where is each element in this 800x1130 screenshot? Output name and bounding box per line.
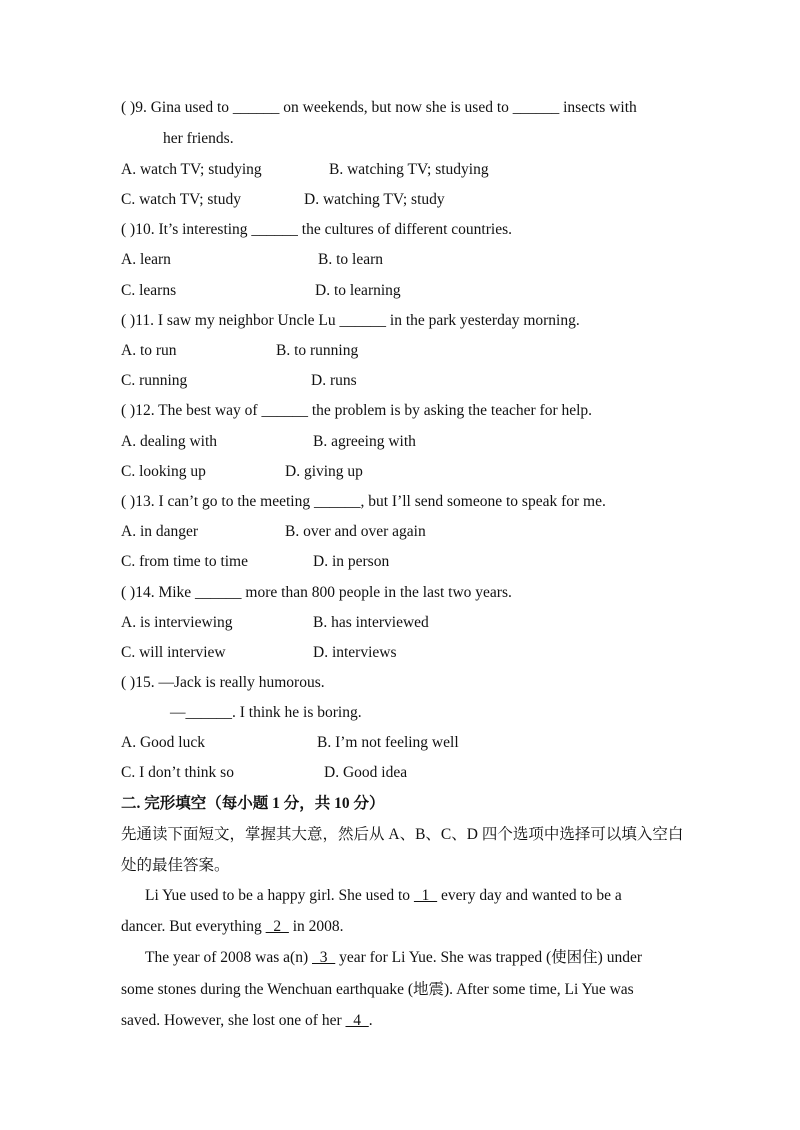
q10-option-d: D. to learning xyxy=(315,282,401,299)
q15-option-b: B. I’m not feeling well xyxy=(317,734,459,751)
blank-1: 1 xyxy=(413,887,438,904)
q14-option-c: C. will interview xyxy=(121,644,226,661)
q9-option-b: B. watching TV; studying xyxy=(329,161,489,178)
q9-option-c: C. watch TV; study xyxy=(121,191,241,208)
question-15-response: —______. I think he is boring. xyxy=(170,704,362,721)
q12-option-b: B. agreeing with xyxy=(313,433,416,450)
blank-4: 4 xyxy=(345,1012,369,1029)
question-9-stem-cont: her friends. xyxy=(163,130,234,147)
blank-3: 3 xyxy=(312,949,336,966)
q15-option-c: C. I don’t think so xyxy=(121,764,234,781)
passage-line: some stones during the Wenchuan earthquake (地震). After some time, Li Yue was xyxy=(121,981,634,998)
q14-option-d: D. interviews xyxy=(313,644,397,661)
q15-option-a: A. Good luck xyxy=(121,734,205,751)
q9-option-d: D. watching TV; study xyxy=(304,191,445,208)
section-instruction-cont: 处的最佳答案。 xyxy=(121,857,230,874)
q12-option-d: D. giving up xyxy=(285,463,363,480)
blank-2: 2 xyxy=(265,918,289,935)
passage-line: saved. However, she lost one of her 4 . xyxy=(121,1012,373,1029)
section-instruction: 先通读下面短文，掌握其大意，然后从 A、B、C、D 四个选项中选择可以填入空白 xyxy=(121,826,684,843)
q11-option-b: B. to running xyxy=(276,342,359,359)
passage-line: dancer. But everything 2 in 2008. xyxy=(121,918,344,935)
q13-option-b: B. over and over again xyxy=(285,523,426,540)
question-11-stem: ( )11. I saw my neighbor Uncle Lu ______ in the park yesterday morning. xyxy=(121,312,580,329)
q9-option-a: A. watch TV; studying xyxy=(121,161,262,178)
question-14-stem: ( )14. Mike ______ more than 800 people in the last two years. xyxy=(121,584,512,601)
passage-line: Li Yue used to be a happy girl. She used to 1 every day and wanted to be a xyxy=(145,887,622,904)
q10-option-a: A. learn xyxy=(121,251,171,268)
q13-option-c: C. from time to time xyxy=(121,553,248,570)
q12-option-a: A. dealing with xyxy=(121,433,217,450)
q11-option-d: D. runs xyxy=(311,372,357,389)
q12-option-c: C. looking up xyxy=(121,463,206,480)
q13-option-a: A. in danger xyxy=(121,523,199,540)
question-15-stem: ( )15. —Jack is really humorous. xyxy=(121,674,325,691)
question-9-stem: ( )9. Gina used to ______ on weekends, but now she is used to ______ insects with xyxy=(121,99,637,116)
question-10-stem: ( )10. It’s interesting ______ the cultures of different countries. xyxy=(121,221,512,238)
q13-option-d: D. in person xyxy=(313,553,390,570)
q10-option-c: C. learns xyxy=(121,282,177,299)
q14-option-b: B. has interviewed xyxy=(313,614,429,631)
question-13-stem: ( )13. I can’t go to the meeting ______, but I’ll send someone to speak for me. xyxy=(121,493,606,510)
q11-option-c: C. running xyxy=(121,372,188,389)
section-heading: 二. 完形填空（每小题 1 分，共 10 分） xyxy=(121,795,385,812)
q10-option-b: B. to learn xyxy=(318,251,383,268)
q11-option-a: A. to run xyxy=(121,342,177,359)
q15-option-d: D. Good idea xyxy=(324,764,408,781)
question-12-stem: ( )12. The best way of ______ the problem is by asking the teacher for help. xyxy=(121,402,593,419)
passage-line: The year of 2008 was a(n) 3 year for Li Yue. She was trapped (使困住) under xyxy=(145,949,642,966)
q14-option-a: A. is interviewing xyxy=(121,614,233,631)
